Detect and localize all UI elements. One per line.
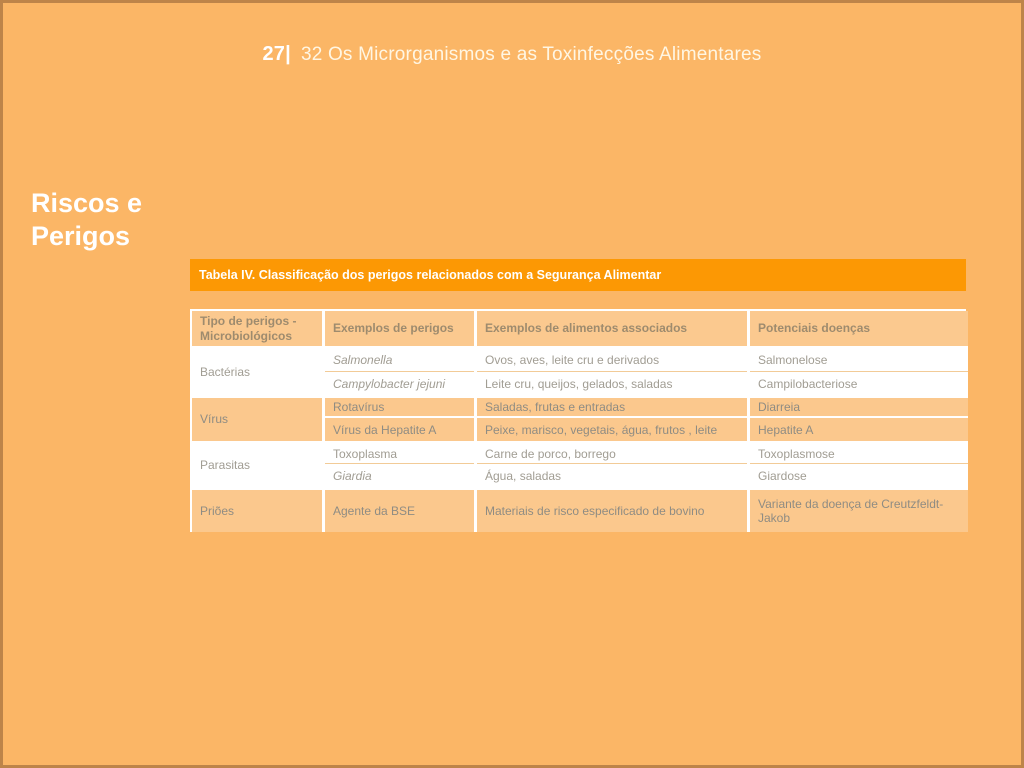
cell-alimentos: Saladas, frutas e entradas bbox=[477, 395, 747, 418]
page-number: 27| bbox=[262, 43, 291, 65]
cell-perigo: Rotavírus bbox=[325, 395, 474, 418]
cell-alimentos: Carne de porco, borrego bbox=[477, 441, 747, 464]
column-header: Tipo de perigos - Microbiológicos bbox=[192, 311, 322, 349]
cell-doenca: Diarreia bbox=[750, 395, 968, 418]
cell-alimentos: Ovos, aves, leite cru e derivados bbox=[477, 349, 747, 372]
hazard-type-cell: Bactérias bbox=[192, 349, 322, 395]
cell-perigo: Giardia bbox=[325, 464, 474, 487]
table-zone bbox=[190, 259, 966, 532]
cell-doenca: Variante da doença de Creutzfeldt-Jakob bbox=[750, 487, 968, 532]
hazard-table bbox=[190, 309, 966, 532]
table-caption: Tabela IV. Classificação dos perigos relacionados com a Segurança Alimentar bbox=[190, 259, 966, 291]
cell-doenca: Toxoplasmose bbox=[750, 441, 968, 464]
slide-title: Riscos e Perigos bbox=[31, 188, 143, 251]
hazard-type-cell: Vírus bbox=[192, 395, 322, 441]
cell-perigo: Agente da BSE bbox=[325, 487, 474, 532]
column-header: Exemplos de alimentos associados bbox=[477, 311, 747, 349]
cell-alimentos: Materiais de risco especificado de bovino bbox=[477, 487, 747, 532]
hazard-type-cell: Parasitas bbox=[192, 441, 322, 487]
slide-header bbox=[3, 43, 1021, 66]
column-header: Exemplos de perigos bbox=[325, 311, 474, 349]
cell-doenca: Campilobacteriose bbox=[750, 372, 968, 395]
cell-alimentos: Leite cru, queijos, gelados, saladas bbox=[477, 372, 747, 395]
cell-perigo: Toxoplasma bbox=[325, 441, 474, 464]
cell-doenca: Salmonelose bbox=[750, 349, 968, 372]
cell-perigo: Salmonella bbox=[325, 349, 474, 372]
cell-alimentos: Peixe, marisco, vegetais, água, frutos , leite bbox=[477, 418, 747, 441]
cell-alimentos: Água, saladas bbox=[477, 464, 747, 487]
header-title: 32 Os Microrganismos e as Toxinfecções Alimentares bbox=[300, 44, 762, 65]
hazard-type-cell: Priões bbox=[192, 487, 322, 532]
cell-doenca: Hepatite A bbox=[750, 418, 968, 441]
column-header: Potenciais doenças bbox=[750, 311, 968, 349]
cell-perigo: Vírus da Hepatite A bbox=[325, 418, 474, 441]
cell-perigo: Campylobacter jejuni bbox=[325, 372, 474, 395]
cell-doenca: Giardose bbox=[750, 464, 968, 487]
